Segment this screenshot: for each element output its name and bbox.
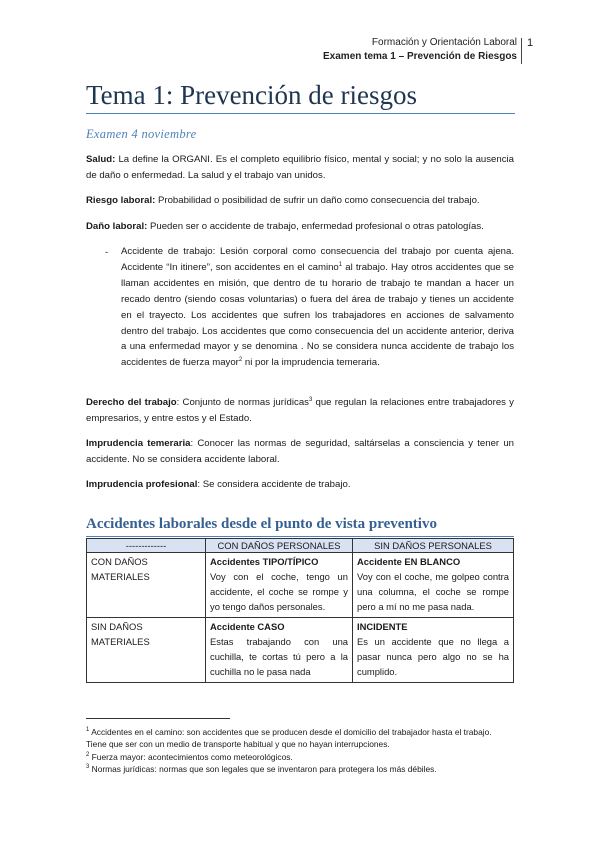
- cell-text: Voy con el coche, me golpeo contra una columna, el coche se rompe pero a mí no me pasa nada.: [357, 571, 509, 612]
- bullet-text-2: al trabajo. Hay otros accidentes que se llaman accidentes en misión, que dentro de tu horario de trabajo te mandan a hacer un recado dentro (siendo cosas voluntarias) o fuera del área de trabajo y tienes un accidente en el trayecto. Los accidentes que sufren los trabajadores en acciones de salvamento dentro del trabajo. Los accidentes que como consecuencia del un accidente anterior, deriva a una enfermedad mayor y se denomina . No se considera nunca accidente de trabajo los accidentes de fuerza mayor: [121, 261, 514, 369]
- term: Daño laboral: [86, 221, 145, 232]
- accidents-table: [86, 538, 514, 683]
- page-subtitle: Examen 4 noviembre: [86, 127, 197, 141]
- bullet-accidente-trabajo: [121, 244, 514, 371]
- definition-derecho: [86, 395, 514, 426]
- bullet-text-3: ni por la imprudencia temeraria.: [242, 357, 380, 369]
- term: Derecho del trabajo: [86, 397, 177, 408]
- term: Imprudencia temeraria: [86, 438, 191, 449]
- cell-text: Estas trabajando con una cuchilla, te cortas tú pero a la cuchilla no le pasa nada: [210, 636, 348, 677]
- footnote-number: 3: [86, 764, 90, 771]
- table-cell: [353, 553, 514, 618]
- header-divider: [521, 38, 522, 64]
- footnote-text: Normas jurídicas: normas que son legales que se inventaron para protegerа los más débiles.: [89, 764, 437, 774]
- definition-imprudencia-profesional: [86, 477, 514, 493]
- footnote-ref-2[interactable]: 2: [238, 357, 243, 364]
- bullet-marker: -: [105, 247, 109, 258]
- cell-text: Es un accidente que no llega a pasar nunca pero algo no se ha cumplido.: [357, 636, 509, 677]
- section-underline: [86, 536, 514, 537]
- page-title: Tema 1: Prevención de riesgos: [86, 80, 418, 110]
- table-header-cell: -------------: [87, 539, 206, 553]
- footnote-number: 2: [86, 752, 90, 759]
- bullet-text-1: Accidente de trabajo: Lesión corporal como consecuencia del trabajo por cuenta ajena. Accidente “In itinere”, son accidentes en el camino: [121, 246, 514, 273]
- definition-text: : Conocer las normas de seguridad, saltárselas a consciencia y tener un accidente. No se considera accidente laboral.: [86, 438, 514, 465]
- definition-text: La define la ORGANI. Es el completo equilibrio físico, mental y social; y no solo la ausencia de daño o enfermedad. La salud y el trabajo van unidos.: [86, 154, 514, 181]
- table-header-cell: SIN DAÑOS PERSONALES: [353, 539, 514, 553]
- term-sep: :: [144, 221, 148, 232]
- header-course: Formación y Orientación Laboral: [371, 37, 517, 48]
- footnote-text: Accidentes en el camino: son accidentes que se producen desde el domicilio del trabajador hasta el trabajo. Tiene que ser con un medio de transporte habitual y que no hayan interrupciones.: [86, 727, 492, 749]
- footnote-separator: [86, 718, 230, 719]
- term-sep: :: [152, 195, 156, 206]
- footnote-number: 1: [86, 727, 90, 734]
- table-header-cell: CON DAÑOS PERSONALES: [206, 539, 353, 553]
- definition-imprudencia-temeraria: [86, 436, 514, 467]
- header-exam: Examen tema 1 – Prevención de Riesgos: [323, 51, 517, 62]
- definition-text-2: que regulan la relaciones entre trabajadores y empresarios, y entre estos y el Estado.: [86, 397, 514, 424]
- cell-title: Accidente CASO: [210, 621, 285, 632]
- term-sep: :: [112, 154, 116, 165]
- definition-salud: [86, 152, 514, 183]
- footnote: [86, 763, 514, 775]
- definition-text: Pueden ser o accidente de trabajo, enfermedad profesional o otras patologías.: [147, 221, 484, 232]
- table-row: [87, 553, 514, 618]
- table-cell: [206, 553, 353, 618]
- term: Riesgo laboral: [86, 195, 153, 206]
- definition-text: : Se considera accidente de trabajo.: [197, 479, 351, 490]
- running-header: [323, 36, 517, 64]
- definition-text: : Conjunto de normas jurídicas: [176, 397, 309, 408]
- title-underline: [86, 113, 515, 114]
- cell-title: Accidente EN BLANCO: [357, 556, 461, 567]
- row-label: CON DAÑOS MATERIALES: [87, 553, 206, 618]
- footnote-ref-3[interactable]: 3: [308, 396, 313, 403]
- row-label: SIN DAÑOS MATERIALES: [87, 618, 206, 683]
- table-row: [87, 618, 514, 683]
- term: Salud: [86, 154, 113, 165]
- page-number: 1: [527, 37, 534, 49]
- footnote: [86, 751, 514, 763]
- footnote-ref-1[interactable]: 1: [338, 261, 343, 268]
- term: Imprudencia profesional: [86, 479, 198, 490]
- table-cell: [206, 618, 353, 683]
- footnote-text: Fuerza mayor: acontecimientos como meteorológicos.: [89, 752, 293, 762]
- definition-dano: [86, 219, 514, 235]
- section-heading: Accidentes laborales desde el punto de vista preventivo: [86, 516, 437, 532]
- table-cell: [353, 618, 514, 683]
- footnote: [86, 726, 514, 750]
- cell-title: Accidentes TIPO/TÍPICO: [210, 556, 319, 567]
- cell-text: Voy con el coche, tengo un accidente, el coche se rompe y yo tengo daños personales.: [210, 571, 348, 612]
- cell-title: INCIDENTE: [357, 621, 408, 632]
- definition-text: Probabilidad o posibilidad de sufrir un daño como consecuencia del trabajo.: [155, 195, 480, 206]
- definition-riesgo: [86, 193, 514, 209]
- table-header-row: [87, 539, 514, 553]
